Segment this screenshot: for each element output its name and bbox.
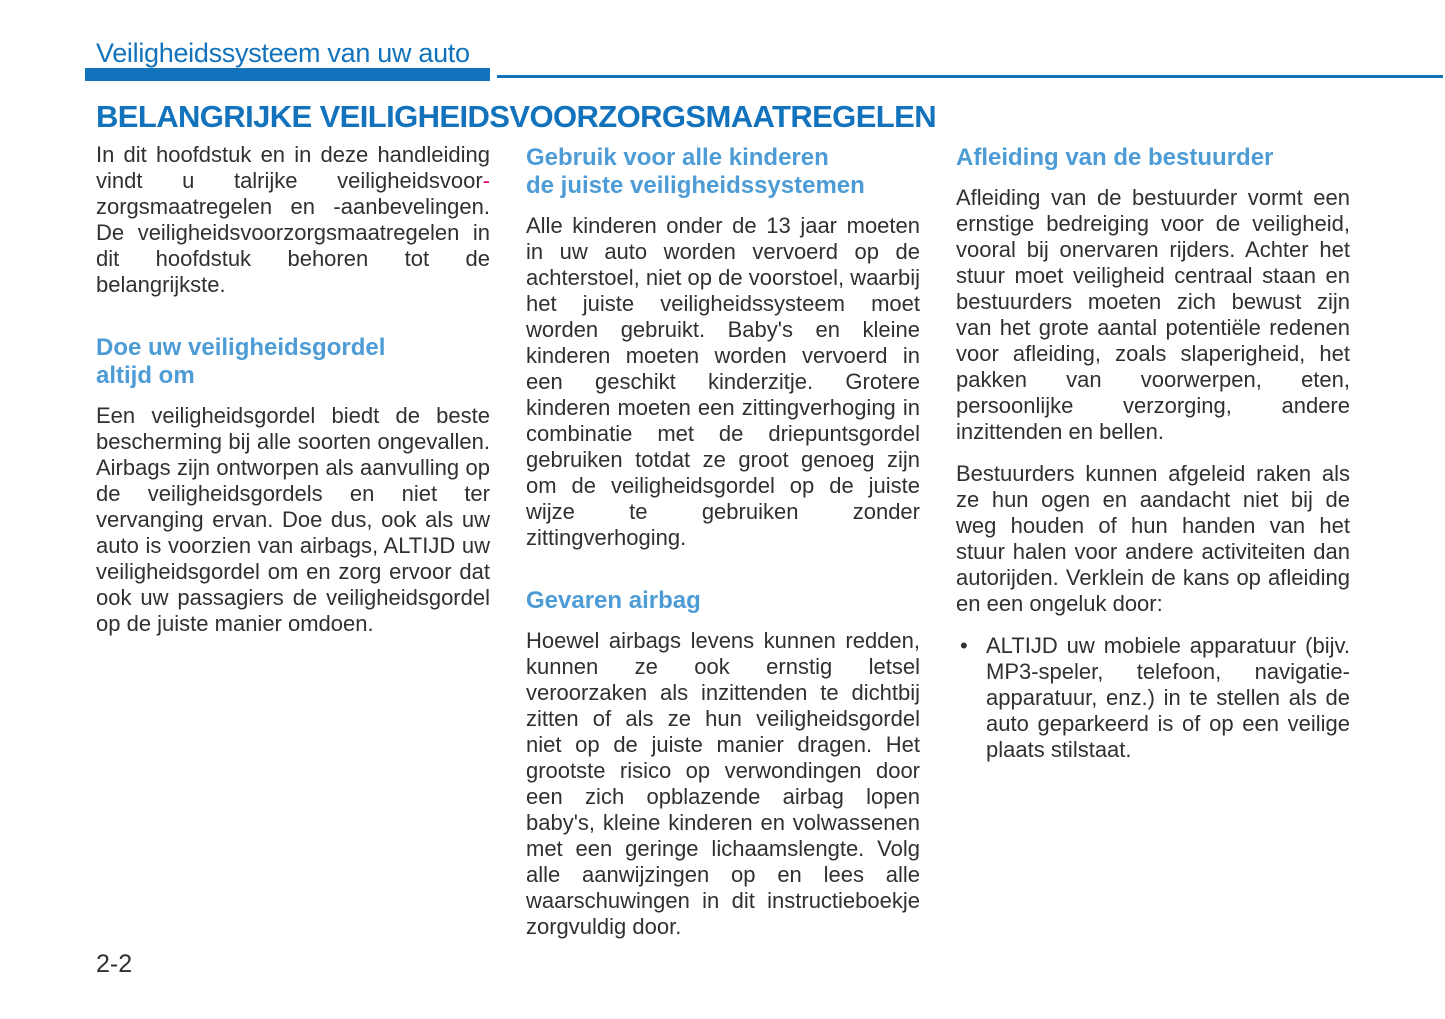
header-accent-bar bbox=[85, 68, 490, 81]
airbag-hazards-paragraph: Hoewel airbags levens kunnen redden, kunnen ze ook ernstig letsel veroorzaken als inzittenden te dichtbij zitten of als ze hun veiligheidsgordel niet op de juiste manier dragen. Het grootste risico op verwondingen door een zich opblazende airbag lopen baby's, kleine kinderen en volwassenen met een geringe lichaamslengte. Volg alle aanwijzingen op en lees alle waarschuwingen in dit instructieboekje zorgvuldig door. bbox=[526, 628, 920, 939]
intro-text-part2: zorgsmaatregelen en -aanbevelingen. De veiligheidsvoorzorgsmaatregelen in dit hoofdstuk behoren tot de belangrijkste. bbox=[96, 194, 490, 297]
bullet-text: ALTIJD uw mobiele apparatuur (bijv. MP3-speler, telefoon, navigatie-apparatuur, enz.) in te stellen als de auto geparkeerd is of op een veilige plaats stilstaat. bbox=[986, 633, 1350, 762]
content-columns bbox=[96, 142, 1350, 956]
heading-line-1: Gebruik voor alle kinderen bbox=[526, 144, 829, 171]
column-2 bbox=[526, 142, 920, 956]
heading-line-1: Afleiding van de bestuurder bbox=[956, 144, 1274, 171]
soft-hyphen: - bbox=[482, 168, 490, 193]
child-restraints-paragraph: Alle kinderen onder de 13 jaar moeten in uw auto worden vervoerd op de achterstoel, niet op de voorstoel, waarbij het juiste veiligheidssysteem moet worden gebruikt. Baby's en kleine kinderen moeten worden vervoerd in een geschikt kinderzitje. Grotere kinderen moeten een zittingverhoging in combinatie met de driepuntsgordel gebruiken totdat ze groot genoeg zijn om de veiligheidsgordel op de juiste wijze te gebruiken zonder zittingverhoging. bbox=[526, 213, 920, 550]
page-number: 2-2 bbox=[96, 950, 133, 978]
bullet-list-item bbox=[956, 633, 1350, 763]
driver-distraction-paragraph-1: Afleiding van de bestuurder vormt een ernstige bedreiging voor de veiligheid, vooral bij onervaren rijders. Achter het stuur moet veiligheid centraal staan en bestuurders moeten zich bewust zijn van het grote aantal potentiële redenen voor afleiding, zoals slaperigheid, het pakken van voorwerpen, eten, persoonlijke verzorging, andere inzittenden en bellen. bbox=[956, 185, 1350, 444]
section-heading-airbag-hazards bbox=[526, 587, 920, 615]
seatbelt-paragraph: Een veiligheidsgordel biedt de beste bescherming bij alle soorten ongevallen. Airbags zijn ontworpen als aanvulling op de veiligheidsgordels en niet ter vervanging ervan. Doe dus, ook als uw auto is voorzien van airbags, ALTIJD uw veiligheidsgordel om en zorg ervoor dat ook uw passagiers de veiligheidsgordel op de juiste manier omdoen. bbox=[96, 403, 490, 636]
heading-line-2: altijd om bbox=[96, 362, 195, 389]
heading-line-2: de juiste veiligheidssystemen bbox=[526, 172, 865, 199]
column-3 bbox=[956, 142, 1350, 956]
page-title: BELANGRIJKE VEILIGHEIDSVOORZORGSMAATREGELEN bbox=[96, 99, 936, 134]
heading-line-1: Doe uw veiligheidsgordel bbox=[96, 334, 386, 361]
bullet-icon: • bbox=[960, 633, 968, 658]
column-1 bbox=[96, 142, 490, 956]
intro-paragraph bbox=[96, 142, 490, 298]
section-heading-seatbelt bbox=[96, 334, 490, 390]
driver-distraction-paragraph-2: Bestuurders kunnen afgeleid raken als ze hun ogen en aandacht niet bij de weg houden of hun handen van het stuur halen voor andere activiteiten dan autorijden. Verklein de kans op afleiding en een ongeluk door: bbox=[956, 461, 1350, 616]
heading-line-1: Gevaren airbag bbox=[526, 587, 701, 614]
header-rule-line bbox=[497, 75, 1443, 78]
section-heading-driver-distraction bbox=[956, 144, 1350, 172]
section-heading-child-restraints bbox=[526, 144, 920, 200]
chapter-header-title: Veiligheidssysteem van uw auto bbox=[96, 38, 470, 68]
intro-text-part1: In dit hoofdstuk en in deze handleiding vindt u talrijke veiligheidsvoor bbox=[96, 142, 490, 193]
